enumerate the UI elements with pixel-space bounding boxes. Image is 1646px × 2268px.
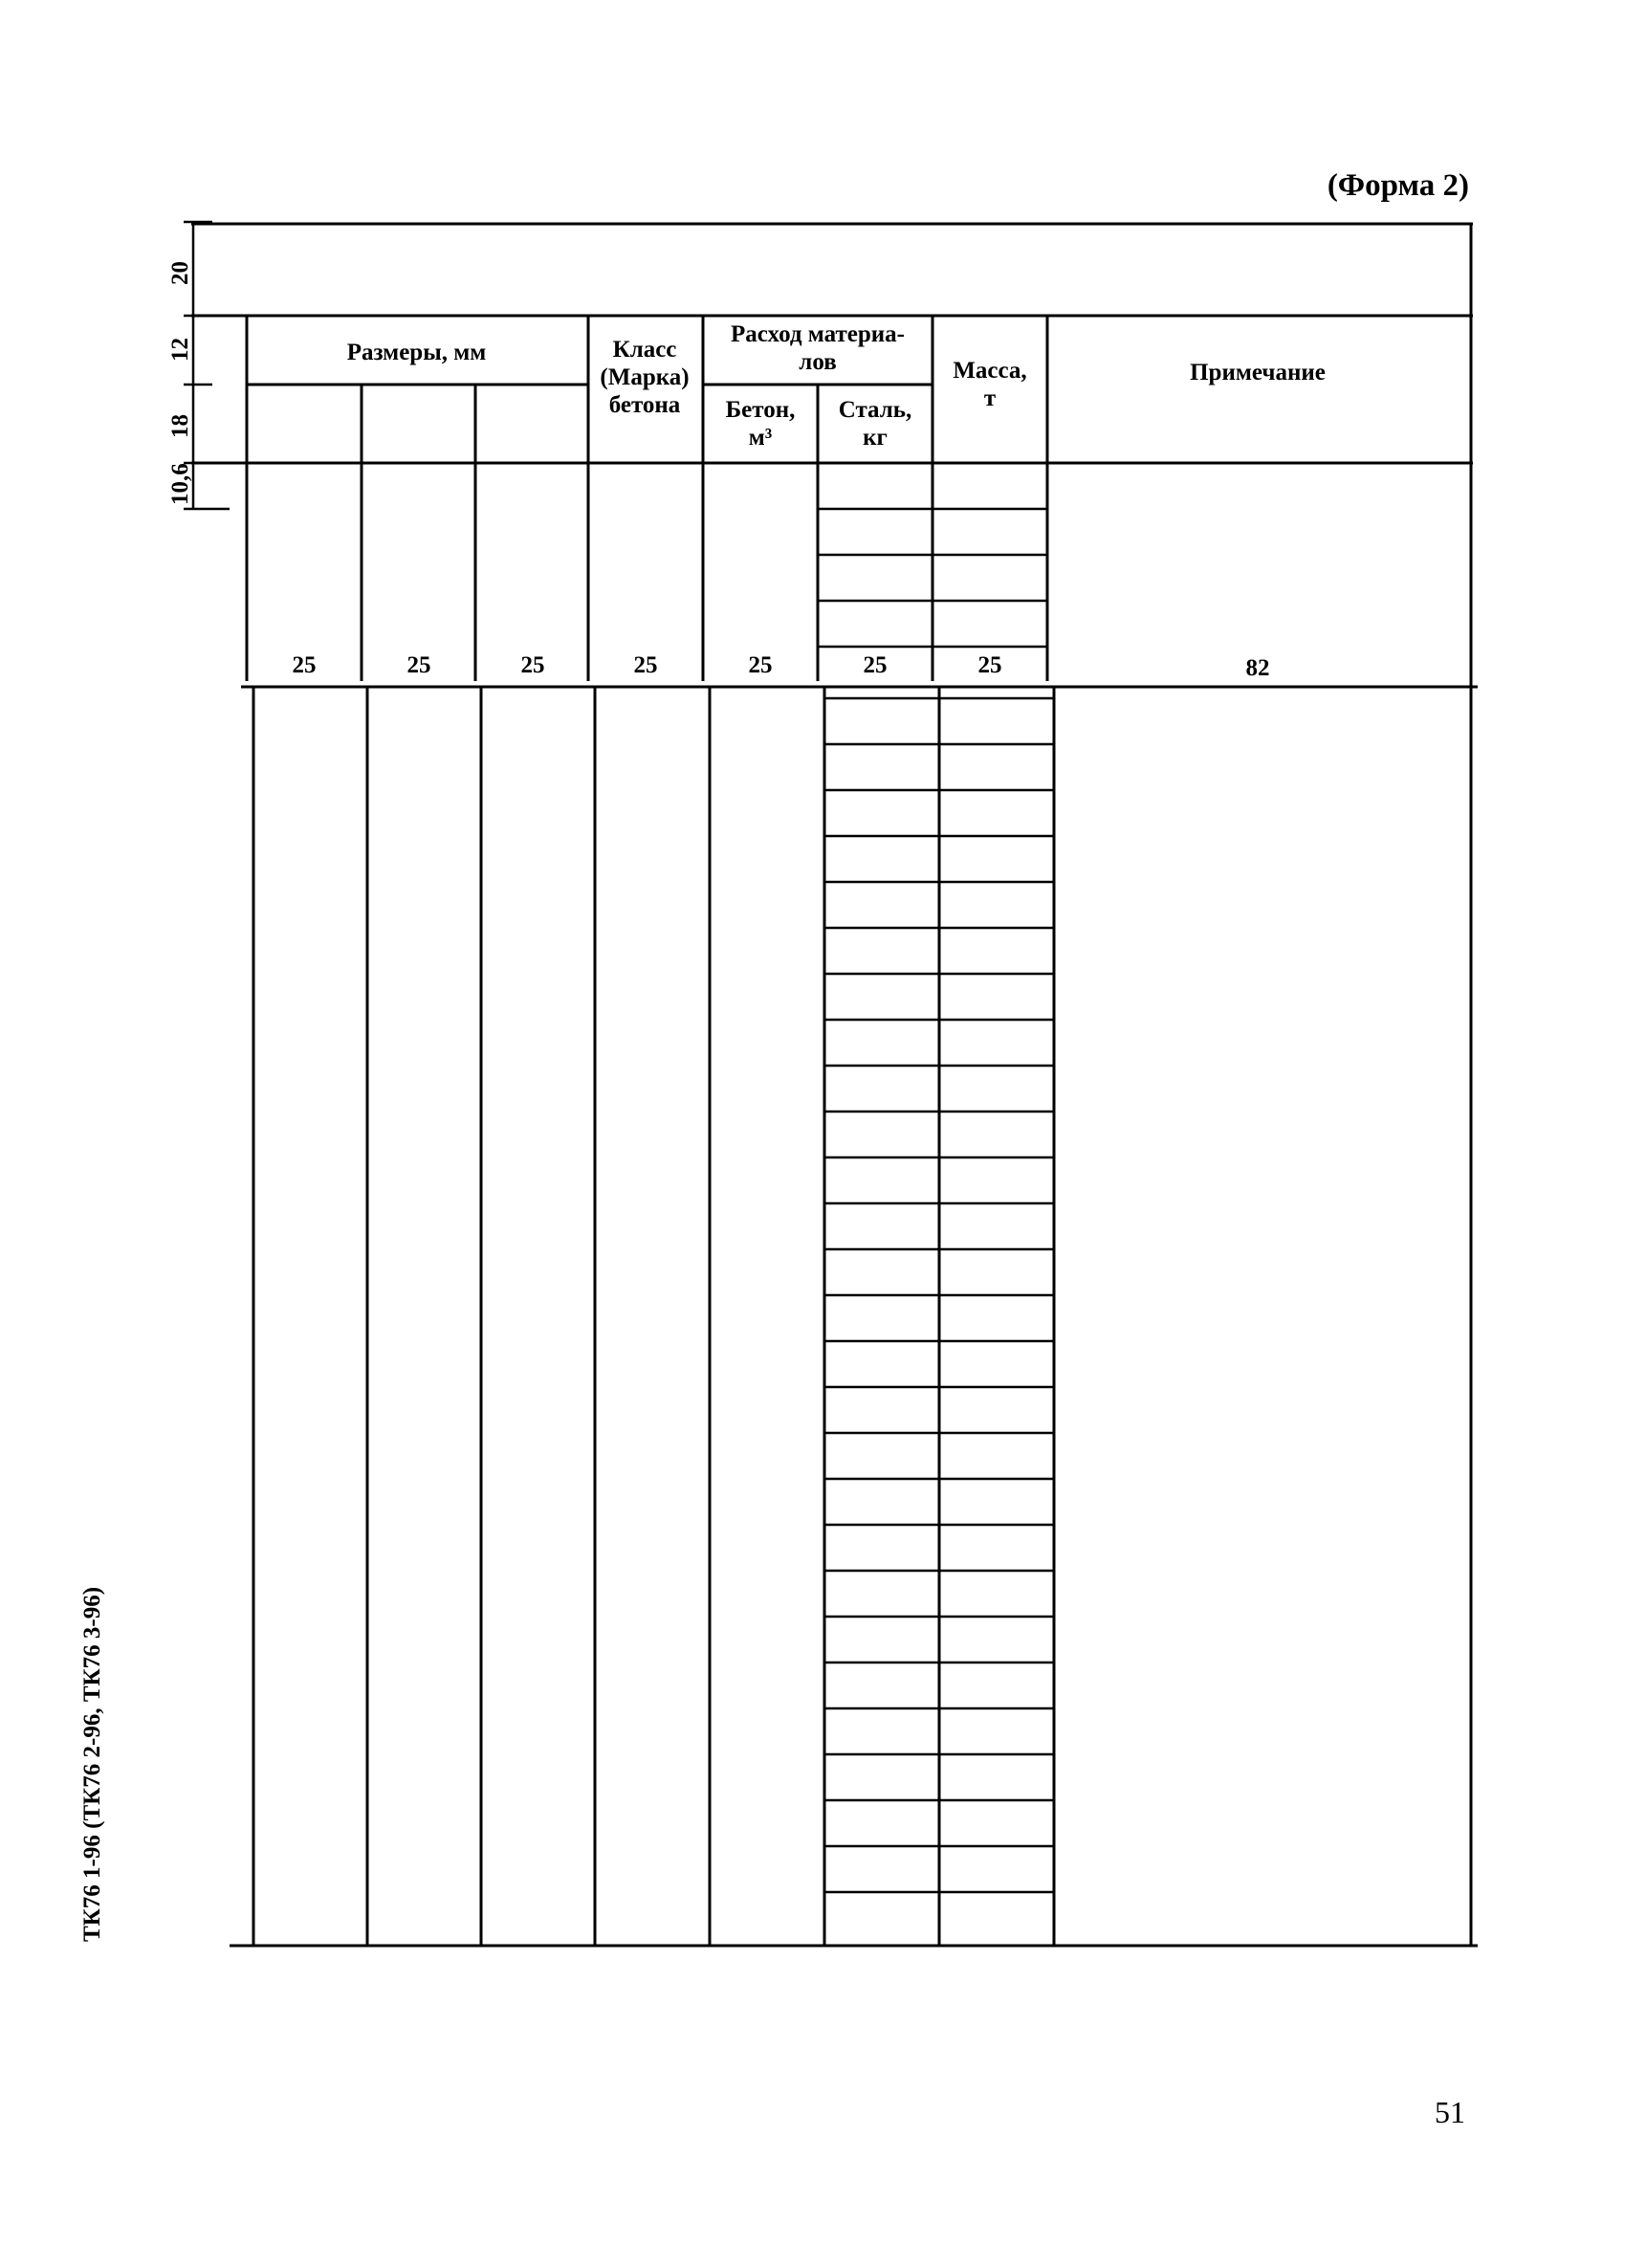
header-mass-line2: т [983, 385, 997, 411]
form-label: (Форма 2) [1327, 168, 1469, 203]
dim-row-3: 18 [167, 414, 193, 438]
header-materials-line2: лов [799, 348, 837, 375]
dim-col-1: 25 [292, 652, 317, 678]
dim-col-2: 25 [406, 652, 431, 678]
header-concrete-class-line2: (Марка) [600, 363, 690, 390]
header-note-text: Примечание [1190, 360, 1326, 385]
header-mass-line1: Масса, [953, 358, 1027, 384]
header-concrete-line1: Бетон, [725, 397, 796, 423]
dim-col-4: 25 [633, 652, 658, 678]
dim-col-3: 25 [520, 652, 545, 678]
header-steel-line2: кг [863, 424, 888, 451]
dim-row-1: 20 [167, 261, 193, 285]
page-number: 51 [1435, 2095, 1465, 2129]
dim-row-4: 10,6 [167, 463, 193, 505]
dim-col-6: 25 [863, 652, 888, 678]
header-concrete-class-line3: бетона [608, 391, 681, 418]
side-reference: ТК76 1-96 (ТК76 2-96, ТК76 3-96) [79, 1586, 105, 1942]
grid-rows [818, 509, 1054, 1892]
dim-col-5: 25 [748, 652, 773, 678]
dim-col-7: 25 [977, 652, 1002, 678]
dim-col-8: 82 [1245, 655, 1270, 681]
table-frame [191, 224, 1478, 1947]
row-dimension-labels [167, 261, 193, 505]
header-sizes-text: Размеры, мм [346, 340, 487, 365]
header-concrete-line2: м³ [748, 424, 773, 451]
dim-row-2: 12 [167, 338, 193, 362]
header-materials-line1: Расход материа- [731, 321, 905, 347]
header-steel-line1: Сталь, [838, 397, 912, 423]
header-concrete-class-line1: Класс [612, 337, 677, 363]
